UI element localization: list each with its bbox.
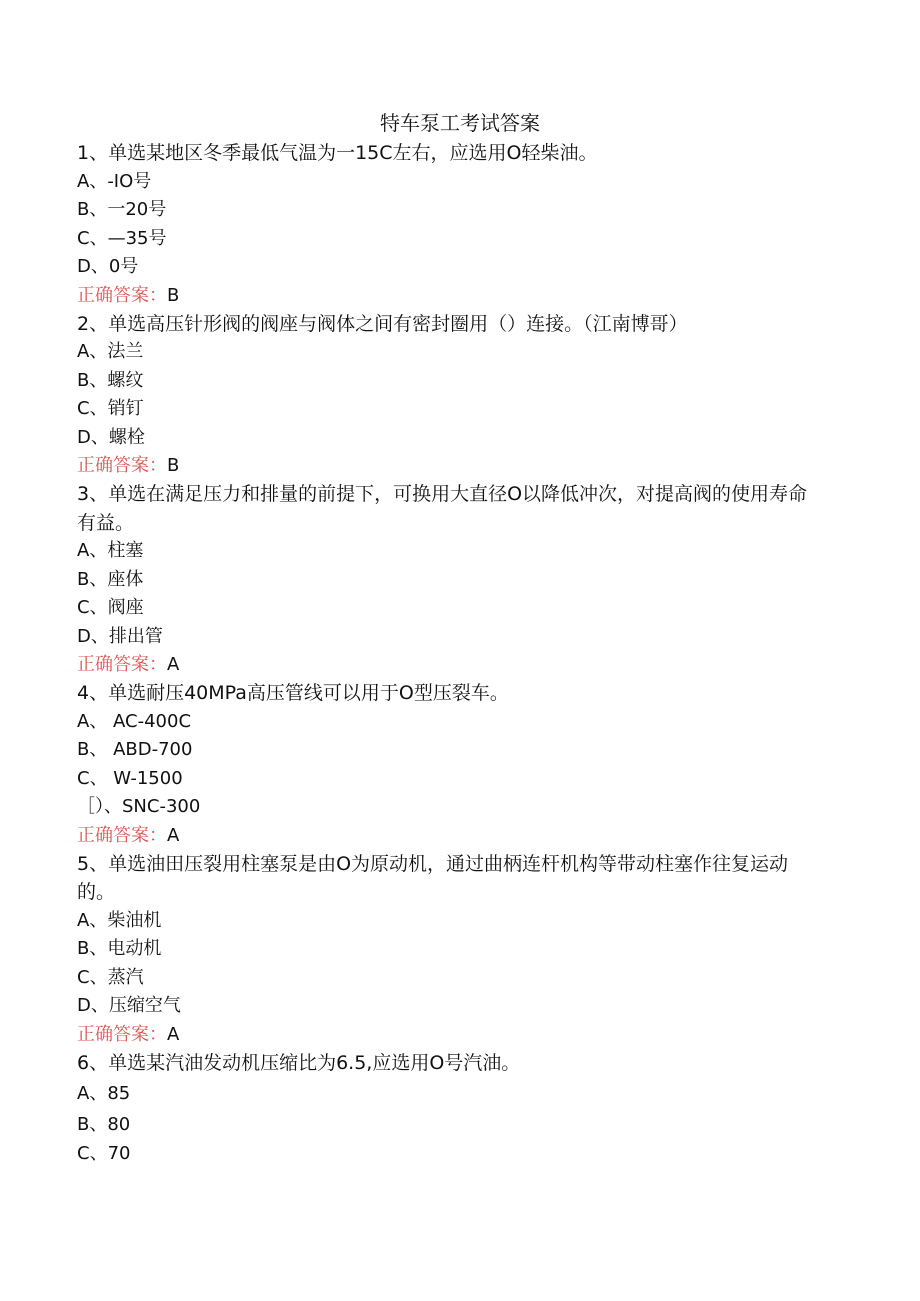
correct-answer <box>77 1021 822 1049</box>
option-b: B、电动机 <box>77 938 162 959</box>
question-stem: 3、单选在满足压力和排量的前提下，可换用大直径O以降低冲次，对提高阀的使用寿命有益。 <box>77 483 808 534</box>
option-a: A、-IO号 <box>77 170 152 192</box>
correct-answer <box>77 822 822 850</box>
question-3 <box>77 480 822 679</box>
question-stem: 6、单选某汽油发动机压缩比为6.5,应选用O号汽油。 <box>77 1051 521 1074</box>
option-d: D、螺栓 <box>77 426 145 448</box>
option-a: A、柱塞 <box>77 540 144 561</box>
answer-value: A <box>167 824 180 846</box>
correct-answer <box>77 452 822 480</box>
option-c: C、—35号 <box>77 227 167 249</box>
option-b: B、螺纹 <box>77 369 144 391</box>
option-a: A、85 <box>77 1083 131 1104</box>
answer-label: 正确答案： <box>77 824 167 846</box>
answer-value: A <box>167 1023 180 1045</box>
option-c: C、蒸汽 <box>77 966 144 988</box>
option-d: D、0号 <box>77 256 139 277</box>
document-title: 特车泵工考试答案 <box>380 111 540 135</box>
question-stem: 1、单选某地区冬季最低气温为一15C左右，应选用O轻柴油。 <box>77 142 598 164</box>
option-c: C、 W-1500 <box>77 767 183 789</box>
question-list <box>77 139 822 1168</box>
option-d: D、排出管 <box>77 625 163 647</box>
option-a: A、柴油机 <box>77 909 162 931</box>
question-stem: 4、单选耐压40MPa高压管线可以用于O型压裂车。 <box>77 682 509 704</box>
option-c: C、销钉 <box>77 398 144 419</box>
answer-value: B <box>167 455 180 476</box>
option-a: A、 AC-400C <box>77 710 192 732</box>
correct-answer <box>77 651 822 679</box>
option-d: D、压缩空气 <box>77 995 181 1016</box>
option-d: ［）、SNC-300 <box>77 796 201 817</box>
question-4 <box>77 679 822 850</box>
option-b: B、座体 <box>77 568 144 590</box>
answer-label: 正确答案： <box>77 455 167 476</box>
question-1 <box>77 139 822 310</box>
question-stem: 2、单选高压针形阀的阀座与阀体之间有密封圈用（）连接。（江南博哥） <box>77 312 688 335</box>
answer-label: 正确答案： <box>77 284 167 306</box>
option-b: B、一20号 <box>77 199 167 220</box>
answer-value: B <box>167 284 180 306</box>
correct-answer <box>77 282 822 310</box>
option-c: C、阀座 <box>77 597 144 618</box>
option-b: B、80 <box>77 1114 131 1135</box>
answer-label: 正确答案： <box>77 654 167 675</box>
question-stem: 5、单选油田压裂用柱塞泵是由O为原动机，通过曲柄连杆机构等带动柱塞作往复运动的。 <box>77 852 789 903</box>
answer-label: 正确答案： <box>77 1023 167 1045</box>
option-c: C、70 <box>77 1142 131 1164</box>
answer-value: A <box>167 654 180 675</box>
question-6 <box>77 1049 822 1169</box>
question-2 <box>77 310 822 481</box>
question-5 <box>77 850 822 1049</box>
option-a: A、法兰 <box>77 341 144 362</box>
option-b: B、 ABD-700 <box>77 739 193 760</box>
